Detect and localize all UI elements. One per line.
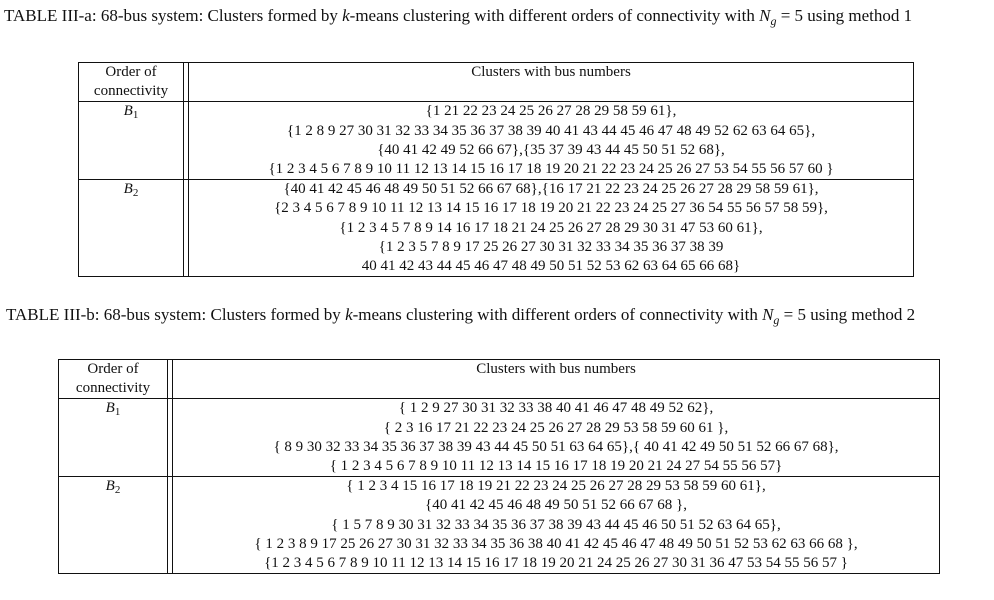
caption-k: k bbox=[342, 6, 350, 25]
caption-n: N bbox=[759, 6, 771, 25]
caption-text: -means clustering with different orders of connectivity with bbox=[352, 305, 763, 324]
cluster-line: {40 41 42 45 46 48 49 50 51 52 66 67 68},{16 17 21 22 23 24 25 26 27 28 29 58 59 61}, bbox=[283, 181, 819, 198]
cluster-line: { 1 2 9 27 30 31 32 33 38 40 41 46 47 48 49 52 62}, bbox=[398, 400, 714, 417]
caption-n-subscript: g bbox=[773, 313, 780, 327]
cluster-line: { 8 9 30 32 33 34 35 36 37 38 39 43 44 45 50 51 63 64 65},{ 40 41 42 49 50 51 52 66 67 68}, bbox=[273, 438, 839, 455]
header-clusters-cell bbox=[189, 63, 914, 102]
table-row bbox=[59, 399, 940, 477]
clusters-cell bbox=[189, 102, 914, 180]
order-cell bbox=[79, 102, 184, 180]
table-row bbox=[59, 477, 940, 574]
table-b bbox=[58, 359, 940, 574]
order-cell bbox=[79, 180, 184, 277]
table-a bbox=[78, 62, 914, 277]
cluster-line: {40 41 42 45 46 48 49 50 51 52 66 67 68 }, bbox=[425, 497, 687, 514]
header-order-cell bbox=[79, 63, 184, 102]
header-order-cell bbox=[59, 360, 168, 399]
cluster-line: {1 2 8 9 27 30 31 32 33 34 35 36 37 38 39 40 41 43 44 45 46 47 48 49 52 62 63 64 65}, bbox=[286, 122, 816, 139]
header-order-line: Order of bbox=[87, 361, 139, 377]
cluster-line: {1 2 3 4 5 7 8 9 14 16 17 18 21 24 25 26 27 28 29 30 31 47 53 60 61}, bbox=[339, 219, 763, 236]
table-row bbox=[79, 102, 914, 180]
order-subscript: 2 bbox=[114, 484, 121, 497]
caption-text: = 5 using method 2 bbox=[779, 305, 916, 324]
header-clusters-cell bbox=[173, 360, 940, 399]
cluster-line: { 1 2 3 4 15 16 17 18 19 21 22 23 24 25 26 27 28 29 53 58 59 60 61}, bbox=[346, 478, 766, 495]
caption-k: k bbox=[345, 305, 353, 324]
table-b-caption bbox=[6, 304, 989, 331]
caption-n-subscript: g bbox=[770, 14, 777, 28]
caption-text: -means clustering with different orders of connectivity with bbox=[349, 6, 760, 25]
header-order-line: connectivity bbox=[75, 380, 151, 397]
caption-text: TABLE III-b: 68-bus system: Clusters formed by bbox=[6, 305, 346, 324]
order-subscript: 1 bbox=[132, 109, 139, 122]
cluster-line: { 2 3 16 17 21 22 23 24 25 26 27 28 29 53 58 59 60 61 }, bbox=[383, 419, 729, 436]
header-clusters-label: Clusters with bus numbers bbox=[476, 361, 636, 377]
cluster-line: {2 3 4 5 6 7 8 9 10 11 12 13 14 15 16 17 18 19 20 21 22 23 24 25 27 36 54 55 56 57 58 59}, bbox=[274, 200, 828, 217]
order-letter: B bbox=[123, 103, 133, 120]
order-subscript: 2 bbox=[132, 187, 139, 200]
caption-text: = 5 using method 1 bbox=[776, 6, 913, 25]
clusters-cell bbox=[173, 477, 940, 574]
header-order-line: connectivity bbox=[93, 83, 169, 100]
table-row bbox=[79, 180, 914, 277]
order-letter: B bbox=[105, 400, 115, 417]
cluster-line: { 1 2 3 4 5 6 7 8 9 10 11 12 13 14 15 16 17 18 19 20 21 24 27 54 55 56 57} bbox=[329, 458, 783, 475]
order-cell bbox=[59, 477, 168, 574]
cluster-line: { 1 2 3 8 9 17 25 26 27 30 31 32 33 34 35 36 38 40 41 42 45 46 47 48 49 50 51 52 53 62 63 66 68 }, bbox=[254, 535, 858, 552]
caption-n: N bbox=[762, 305, 774, 324]
order-subscript: 1 bbox=[114, 406, 121, 419]
cluster-line: {1 2 3 4 5 6 7 8 9 10 11 12 13 14 15 16 17 18 19 20 21 22 23 24 25 26 27 53 54 55 56 57 60 } bbox=[268, 161, 834, 178]
header-order-line: Order of bbox=[105, 64, 157, 80]
table-header-row bbox=[79, 63, 914, 102]
order-cell bbox=[59, 399, 168, 477]
clusters-cell bbox=[189, 180, 914, 277]
caption-text: TABLE III-a: 68-bus system: Clusters formed by bbox=[4, 6, 343, 25]
order-letter: B bbox=[105, 478, 115, 495]
clusters-cell bbox=[173, 399, 940, 477]
cluster-line: {1 2 3 5 7 8 9 17 25 26 27 30 31 32 33 34 35 36 37 38 39 bbox=[378, 238, 724, 255]
cluster-line: {1 2 3 4 5 6 7 8 9 10 11 12 13 14 15 16 17 18 19 20 21 24 25 26 27 30 31 36 47 53 54 55 56 57 } bbox=[264, 555, 848, 572]
table-header-row bbox=[59, 360, 940, 399]
order-letter: B bbox=[123, 181, 133, 198]
header-clusters-label: Clusters with bus numbers bbox=[471, 64, 631, 80]
cluster-line: { 1 5 7 8 9 30 31 32 33 34 35 36 37 38 39 43 44 45 46 50 51 52 63 64 65}, bbox=[331, 516, 781, 533]
cluster-line: 40 41 42 43 44 45 46 47 48 49 50 51 52 53 62 63 64 65 66 68} bbox=[361, 258, 741, 275]
cluster-line: {1 21 22 23 24 25 26 27 28 29 58 59 61}, bbox=[425, 103, 677, 120]
table-a-caption bbox=[4, 5, 989, 32]
cluster-line: {40 41 42 49 52 66 67},{35 37 39 43 44 45 50 51 52 68}, bbox=[377, 141, 725, 158]
